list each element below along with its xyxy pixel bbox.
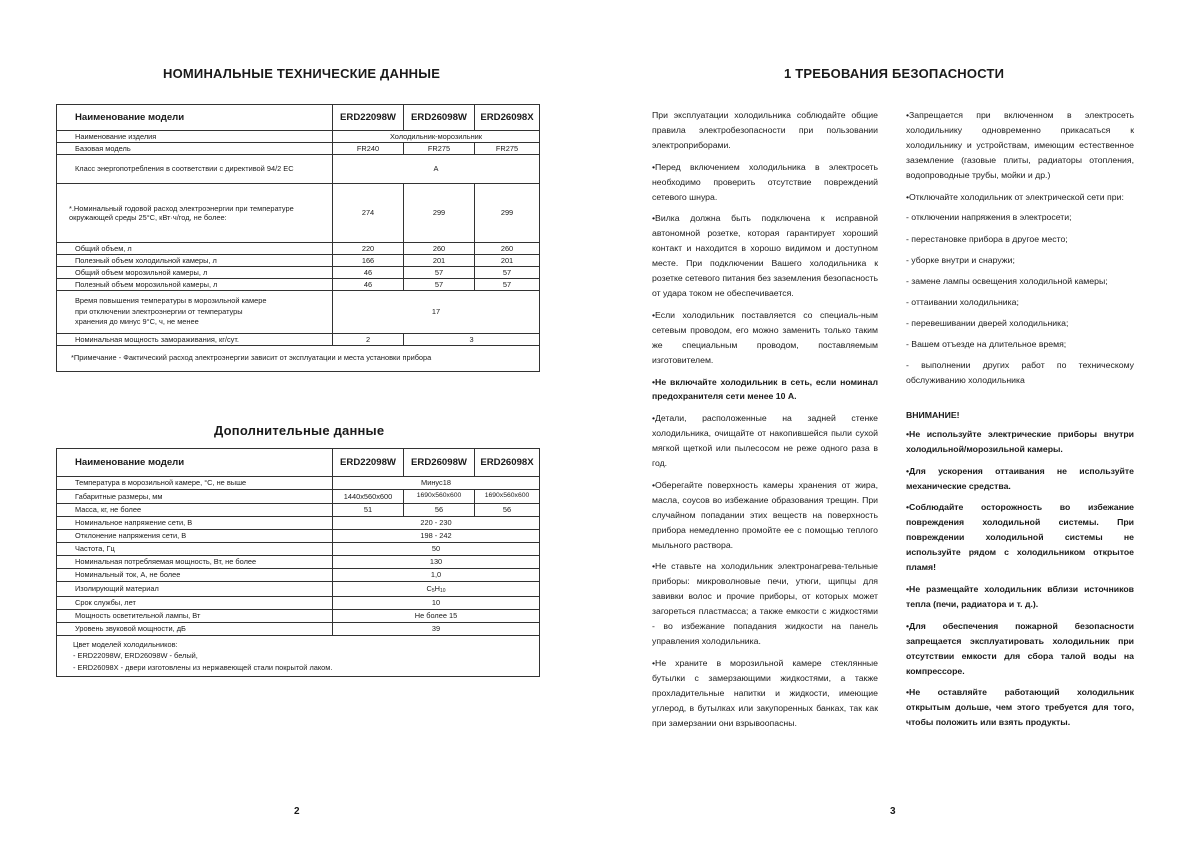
row-label-line: хранения до минус 9°С, ч, не менее bbox=[75, 317, 199, 327]
row-value: 130 bbox=[333, 556, 540, 569]
warning: •Не размещайте холодильник вблизи источников тепла (печи, радиатора и т. д.). bbox=[906, 583, 1134, 609]
table-row bbox=[57, 597, 540, 610]
technical-data-table bbox=[56, 104, 540, 372]
row-value: Не более 15 bbox=[333, 610, 540, 623]
page-number: 2 bbox=[294, 806, 300, 817]
table-row bbox=[57, 143, 540, 155]
row-value: 299 bbox=[475, 184, 540, 243]
row-label: Полезный объем холодильной камеры, л bbox=[57, 255, 333, 267]
row-value: 56 bbox=[404, 504, 475, 517]
safety-column-1 bbox=[652, 108, 878, 737]
table-row bbox=[57, 569, 540, 582]
list-item: - перестановке прибора в другое место; bbox=[906, 233, 1068, 244]
row-value: 299 bbox=[404, 184, 475, 243]
table-row bbox=[57, 267, 540, 279]
list-item: - замене лампы освещения холодильной камеры; bbox=[906, 275, 1108, 286]
row-value: 2 bbox=[333, 334, 404, 346]
warning: •Не используйте электрические приборы внутри холодильной/морозильной камеры. bbox=[906, 428, 1134, 454]
row-value: 57 bbox=[475, 267, 540, 279]
table-footnote-row bbox=[57, 346, 540, 372]
note-line: - ERD22098W, ERD26098W - белый, bbox=[73, 651, 198, 661]
row-value: FR240 bbox=[333, 143, 404, 155]
warning: •Соблюдайте осторожность во избежание повреждения холодильной системы. При повреждении холодильной системы не используйте рядом с холодильником открытое пламя! bbox=[906, 502, 1134, 573]
table-row bbox=[57, 279, 540, 291]
paragraph: •Отключайте холодильник от электрической сети при: bbox=[906, 191, 1124, 202]
right-page bbox=[596, 0, 1191, 842]
row-label: Номинальная мощность замораживания, кг/сут. bbox=[57, 334, 333, 346]
table-row bbox=[57, 184, 540, 243]
row-label bbox=[57, 291, 333, 334]
formula-hydrogen: H bbox=[434, 583, 440, 593]
additional-data-table bbox=[56, 448, 540, 677]
row-value: 1,0 bbox=[333, 569, 540, 582]
attention-heading: ВНИМАНИЕ! bbox=[906, 409, 960, 420]
table-row bbox=[57, 477, 540, 490]
color-notes bbox=[57, 636, 540, 677]
row-value: Холодильник-морозильник bbox=[333, 131, 540, 143]
row-label: Общий объем морозильной камеры, л bbox=[57, 267, 333, 279]
row-value: A bbox=[333, 155, 540, 184]
list-item: - выполнении других работ по техническому обслуживанию холодильника bbox=[906, 360, 1134, 385]
row-value: 274 bbox=[333, 184, 404, 243]
row-value: 260 bbox=[404, 243, 475, 255]
table-row bbox=[57, 291, 540, 334]
list-item: - оттаивании холодильника; bbox=[906, 296, 1019, 307]
row-value: 17 bbox=[333, 291, 540, 334]
row-label: Габаритные размеры, мм bbox=[57, 490, 333, 504]
paragraph: •Не включайте холодильник в сеть, если номинал предохранителя сети менее 10 А. bbox=[652, 376, 878, 402]
table-header-row bbox=[57, 449, 540, 477]
row-label: Отклонение напряжения сети, В bbox=[57, 530, 333, 543]
warning: •Для ускорения оттаивания не используйте механические средства. bbox=[906, 465, 1134, 491]
warning: •Не оставляйте работающий холодильник открытым дольше, чем этого требуется для того, чтобы положить или взять продукты. bbox=[906, 687, 1134, 728]
table-row bbox=[57, 623, 540, 636]
paragraph: •Запрещается при включенном в электросеть холодильнику одновременно прикасаться к холодильнику и устройствам, имеющим естественное заземление (газовые плиты, радиаторы отопления, водопроводные трубы, мойки и др.) bbox=[906, 110, 1134, 180]
row-value: FR275 bbox=[404, 143, 475, 155]
row-value: 57 bbox=[475, 279, 540, 291]
row-label: Изолирующий материал bbox=[57, 582, 333, 597]
row-value: 260 bbox=[475, 243, 540, 255]
row-value: 57 bbox=[404, 279, 475, 291]
row-label: *.Номинальный годовой расход электроэнергии при температуре окружающей среды 25°С, кВт·ч/год, не более: bbox=[57, 184, 333, 243]
formula-sub: 5 bbox=[431, 587, 435, 594]
row-value: 198 - 242 bbox=[333, 530, 540, 543]
table-row bbox=[57, 543, 540, 556]
table-header-row bbox=[57, 105, 540, 131]
header-model-1: ERD22098W bbox=[333, 105, 404, 131]
header-model-3: ERD26098X bbox=[475, 449, 540, 477]
paragraph: •Вилка должна быть подключена к исправной автономной розетке, которая гарантирует хороший контакт и находится в хорошо видимом и доступном месте. При подключении Вашего холодильника к розетке сетевого питания без заземления безопасность от удара током не обеспечивается. bbox=[652, 213, 878, 298]
section-subtitle: Дополнительные данные bbox=[214, 423, 385, 438]
table-row bbox=[57, 517, 540, 530]
header-model-3: ERD26098X bbox=[475, 105, 540, 131]
formula-sub: 10 bbox=[439, 587, 446, 594]
row-value: 57 bbox=[404, 267, 475, 279]
row-value: 1690х560х600 bbox=[404, 490, 475, 504]
header-model-name: Наименование модели bbox=[57, 449, 333, 477]
row-label: Срок службы, лет bbox=[57, 597, 333, 610]
left-page bbox=[0, 0, 595, 842]
paragraph: •Не храните в морозильной камере стеклянные бутылки с замерзающими жидкостями, а также прохладительные напитки и жидкости, имеющие углерод, в бутылках или закупоренных банках, так как при замерзании они взрывоопасны. bbox=[652, 657, 878, 728]
paragraph: •Не ставьте на холодильник электронагрева-тельные приборы: микроволновые печи, утюги, щипцы для завивки волос и прочие приборы, от которых может загореться пластмасса; а также емкости с жидкостями - во избежание попадания жидкости на панель управления холодильника. bbox=[652, 561, 878, 646]
table-row bbox=[57, 243, 540, 255]
row-label: Номинальная потребляемая мощность, Вт, не более bbox=[57, 556, 333, 569]
header-model-1: ERD22098W bbox=[333, 449, 404, 477]
row-label: Номинальный ток, А, не более bbox=[57, 569, 333, 582]
table-row bbox=[57, 255, 540, 267]
row-value: 56 bbox=[475, 504, 540, 517]
note-line: Цвет моделей холодильников: bbox=[73, 639, 178, 649]
table-notes-row bbox=[57, 636, 540, 677]
row-label: Базовая модель bbox=[57, 143, 333, 155]
row-value: 166 bbox=[333, 255, 404, 267]
row-value: 3 bbox=[404, 334, 540, 346]
header-model-2: ERD26098W bbox=[404, 105, 475, 131]
row-label: Уровень звуковой мощности, дБ bbox=[57, 623, 333, 636]
paragraph: •Оберегайте поверхность камеры хранения от жира, масла, соусов во избежание образования трещин. При случайном попадании этих веществ на поверхность прибора немедленно промойте ее с помощью теплого мыльного раствора. bbox=[652, 479, 878, 550]
row-label-line: Время повышения температуры в морозильной камере bbox=[75, 295, 267, 305]
table-row bbox=[57, 131, 540, 143]
row-label: Полезный объем морозильной камеры, л bbox=[57, 279, 333, 291]
row-label: Номинальное напряжение сети, В bbox=[57, 517, 333, 530]
row-value: 220 - 230 bbox=[333, 517, 540, 530]
list-item: - Вашем отъезде на длительное время; bbox=[906, 339, 1067, 349]
table-row bbox=[57, 556, 540, 569]
row-value: 46 bbox=[333, 279, 404, 291]
table-row bbox=[57, 582, 540, 597]
list-item: - уборке внутри и снаружи; bbox=[906, 254, 1015, 265]
row-value: 1440х560х600 bbox=[333, 490, 404, 504]
row-value bbox=[333, 582, 540, 597]
page-number: 3 bbox=[890, 806, 896, 817]
table-row bbox=[57, 155, 540, 184]
row-label: Мощность осветительной лампы, Вт bbox=[57, 610, 333, 623]
warning: •Для обеспечения пожарной безопасности запрещается эксплуатировать холодильник при отсутствии емкости для сбора талой воды на компрессоре. bbox=[906, 620, 1134, 676]
row-value: 1690х560х600 bbox=[475, 490, 540, 504]
table-row bbox=[57, 530, 540, 543]
safety-column-2 bbox=[906, 108, 1134, 737]
row-label: Температура в морозильной камере, °С, не выше bbox=[57, 477, 333, 490]
row-value: 39 bbox=[333, 623, 540, 636]
row-value: 50 bbox=[333, 543, 540, 556]
header-model-name: Наименование модели bbox=[57, 105, 333, 131]
paragraph: При эксплуатации холодильника соблюдайте общие правила электробезопасности при пользовании электроприборами. bbox=[652, 110, 878, 150]
row-label: Частота, Гц bbox=[57, 543, 333, 556]
note-line: - ERD26098X - двери изготовлены из нержавеющей стали покрытой лаком. bbox=[73, 662, 333, 672]
row-value: 201 bbox=[404, 255, 475, 267]
row-value: FR275 bbox=[475, 143, 540, 155]
row-label: Общий объем, л bbox=[57, 243, 333, 255]
row-value: 46 bbox=[333, 267, 404, 279]
paragraph: •Детали, расположенные на задней стенке холодильника, очищайте от накопившейся пыли сухой мягкой щеткой или пылесосом не реже одного раза в год. bbox=[652, 413, 878, 469]
row-label: Масса, кг, не более bbox=[57, 504, 333, 517]
formula-carbon: C bbox=[426, 583, 432, 593]
footnote: *Примечание - Фактический расход электроэнергии зависит от эксплуатации и места установки прибора bbox=[57, 346, 540, 372]
list-item: - перевешивании дверей холодильника; bbox=[906, 317, 1069, 328]
row-value: 10 bbox=[333, 597, 540, 610]
table-row bbox=[57, 490, 540, 504]
paragraph: •Если холодильник поставляется со специаль-ным сетевым проводом, его можно заменить только таким же специальным проводом, поставляемым изготовителем. bbox=[652, 309, 878, 365]
row-label: Наименование изделия bbox=[57, 131, 333, 143]
row-value: 220 bbox=[333, 243, 404, 255]
row-label: Класс энергопотребления в соответствии с директивой 94/2 ЕС bbox=[57, 155, 333, 184]
table-row bbox=[57, 504, 540, 517]
row-value: 201 bbox=[475, 255, 540, 267]
page-title: НОМИНАЛЬНЫЕ ТЕХНИЧЕСКИЕ ДАННЫЕ bbox=[163, 66, 441, 81]
header-model-2: ERD26098W bbox=[404, 449, 475, 477]
row-value: Минус18 bbox=[333, 477, 540, 490]
row-label-line: при отключении электроэнергии от температуры bbox=[75, 306, 243, 316]
paragraph: •Перед включением холодильника в электросеть необходимо проверить отсутствие повреждений сетевого шнура. bbox=[652, 161, 878, 202]
list-item: - отключении напряжения в электросети; bbox=[906, 212, 1072, 223]
table-row bbox=[57, 610, 540, 623]
table-row bbox=[57, 334, 540, 346]
row-value: 51 bbox=[333, 504, 404, 517]
page-title: 1 ТРЕБОВАНИЯ БЕЗОПАСНОСТИ bbox=[784, 66, 1005, 81]
